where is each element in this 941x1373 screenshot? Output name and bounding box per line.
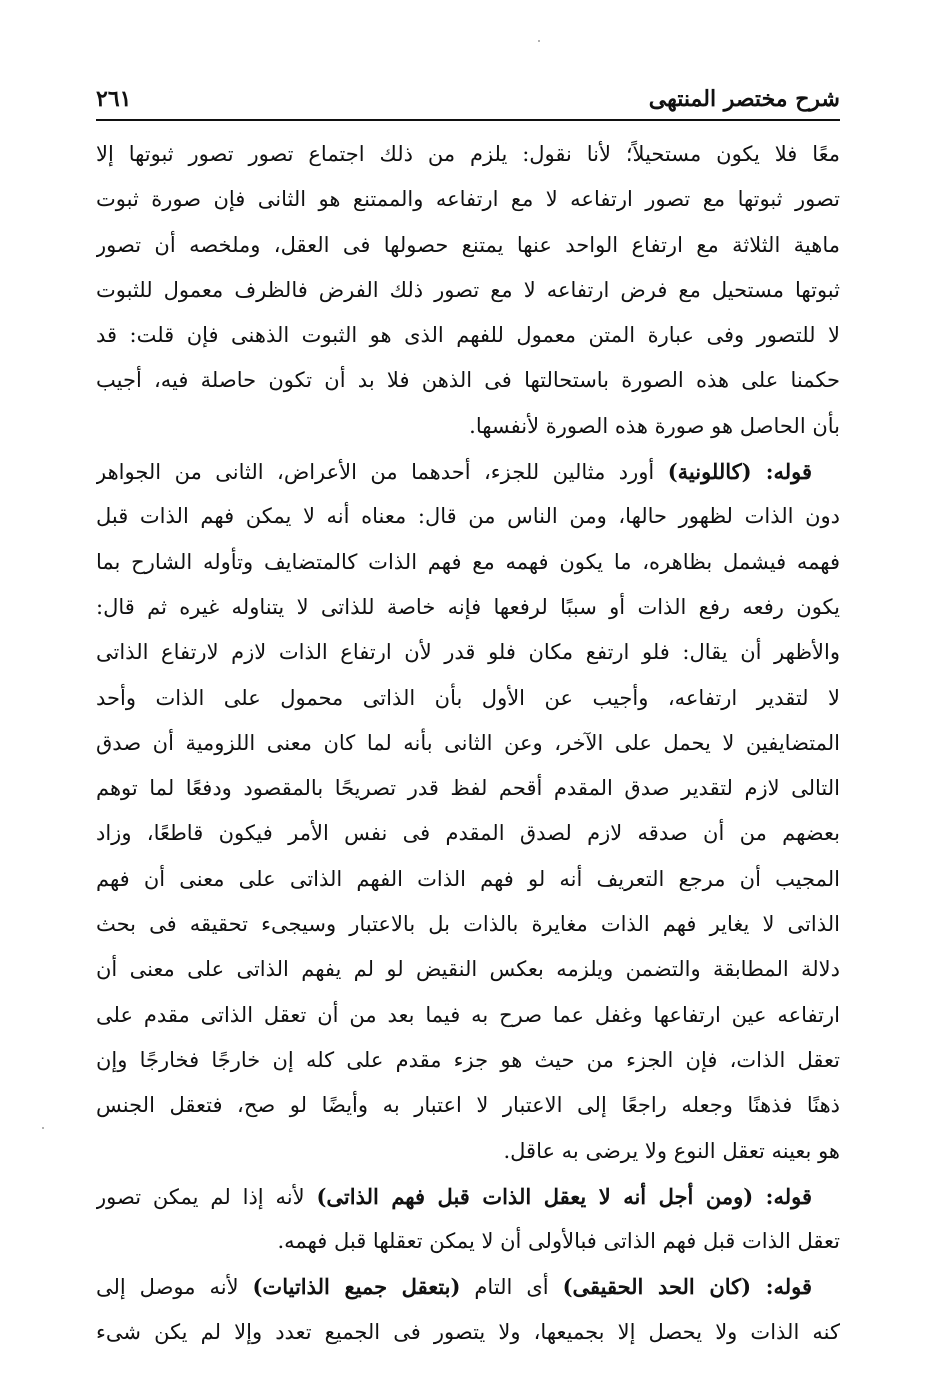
text-line bbox=[96, 902, 840, 947]
line-text: الذاتى لا يغاير فهم الذات مغايرة بالذات بل بالاعتبار وسيجىء تحقيقه فى بحث bbox=[96, 912, 840, 937]
text-line bbox=[96, 1129, 840, 1174]
line-text: تصور ثبوتها مع تصور ارتفاعه لا مع ارتفاعه والممتنع هو الثانى فإن صورة ثبوت bbox=[96, 187, 840, 212]
text-line bbox=[96, 1174, 840, 1219]
text-line bbox=[96, 857, 840, 902]
line-text: فهمه فيشمل بظاهره، ما يكون فهمه مع فهم الذات كالمتضايف وتأوله الشارح بما bbox=[96, 549, 840, 574]
line-text: يكون رفعه رفع الذات أو سببًا لرفعها فإنه خاصة للذاتى لا يتناوله غيره ثم قال: bbox=[96, 594, 840, 619]
text-line bbox=[96, 132, 840, 177]
page-header bbox=[96, 84, 840, 118]
page-number: ٢٦١ bbox=[96, 86, 132, 112]
text-line bbox=[96, 993, 840, 1038]
line-text: بأن الحاصل هو صورة هذه الصورة لأنفسها. bbox=[469, 413, 840, 438]
text-line bbox=[96, 540, 840, 585]
line-text: تعقل الذات، فإن الجزء من حيث هو جزء مقدم على كله إن خارجًا فخارجًا وإن bbox=[96, 1047, 840, 1072]
text-line bbox=[96, 494, 840, 539]
line-text: المتضايفين لا يحمل على الآخر، وعن الثانى بأنه لما كان معنى اللزومية أن صدق bbox=[96, 730, 840, 755]
line-text: هو بعينه تعقل النوع ولا يرضى به عاقل. bbox=[503, 1138, 840, 1163]
line-text: المجيب أن مرجع التعريف أنه لو فهم الذات الفهم الذاتى على معنى أن فهم bbox=[96, 866, 840, 891]
commentary-text bbox=[96, 132, 840, 1355]
header-rule bbox=[96, 119, 840, 121]
text-line bbox=[96, 585, 840, 630]
line-text: لا لتقدير ارتفاعه، وأجيب عن الأول بأن الذاتى محمول على الذات وأحد bbox=[96, 685, 840, 710]
text-line bbox=[96, 766, 840, 811]
text-line bbox=[96, 676, 840, 721]
text-line bbox=[96, 223, 840, 268]
scan-speck bbox=[42, 1127, 44, 1129]
commentary-heading: قوله: (كان الحد الحقيقى) bbox=[562, 1274, 812, 1300]
line-text: كنه الذات ولا يحصل إلا بجميعها، ولا يتصور فى الجميع تعدد وإلا لم يكن شىء bbox=[96, 1319, 840, 1344]
line-text: أورد مثالين للجزء، أحدهما من الأعراض، الثانى من الجواهر bbox=[96, 460, 668, 485]
line-text: ارتفاعه عين ارتفاعها وغفل عما صرح به فيما بعد من أن تعقل الذاتى مقدم على bbox=[96, 1002, 840, 1027]
line-text: أى التام bbox=[460, 1275, 563, 1300]
line-text: التالى لازم لتقدير صدق المقدم أقحم لفظ قدر تصريحًا بالمقصود ودفعًا لما توهم bbox=[96, 776, 840, 801]
running-title: شرح مختصر المنتهى bbox=[648, 86, 840, 112]
line-text: تعقل الذات قبل فهم الذاتى فبالأولى أن لا يمكن تعقلها قبل فهمه. bbox=[277, 1229, 840, 1254]
line-text: حكمنا على هذه الصورة باستحالتها فى الذهن فلا بد أن تكون حاصلة فيه، أجيب bbox=[96, 368, 840, 393]
line-text: لا للتصور وفى عبارة المتن معمول للفهم الذى هو الثبوت الذهنى فإن قلت: قد bbox=[96, 323, 840, 348]
text-line bbox=[96, 1310, 840, 1355]
text-line bbox=[96, 947, 840, 992]
commentary-heading: قوله: (ومن أجل أنه لا يعقل الذات قبل فهم الذاتى) bbox=[316, 1183, 812, 1209]
text-line bbox=[96, 1264, 840, 1309]
text-line bbox=[96, 630, 840, 675]
text-line bbox=[96, 1083, 840, 1128]
line-text: ثبوتها مستحيل مع فرض ارتفاعه لا مع تصور ذلك الفرض فالظرف معمول للثبوت bbox=[96, 277, 840, 302]
line-text: والأظهر أن يقال: فلو ارتفع مكان فلو قدر لأن ارتفاع الذات لازم لارتفاع الذاتى bbox=[96, 640, 840, 665]
line-text: ذهنًا فذهنًا وجعله راجعًا إلى الاعتبار لا اعتبار به وأيضًا لو صح، فتعقل الجنس bbox=[96, 1093, 840, 1118]
line-text: دلالة المطابقة والتضمن ويلزمه بعكس النقيض لو لم يفهم الذاتى على معنى أن bbox=[96, 957, 840, 982]
line-text: لأنه إذا لم يمكن تصور bbox=[96, 1184, 317, 1209]
text-line bbox=[96, 404, 840, 449]
text-line bbox=[96, 177, 840, 222]
line-text: ماهية الثلاثة مع ارتفاع الواحد عنها يمتنع حصولها فى العقل، وملخصه أن تصور bbox=[96, 232, 840, 257]
line-text: معًا فلا يكون مستحيلاً؛ لأنا نقول: يلزم من ذلك اجتماع تصور تصور ثبوتها إلا bbox=[96, 142, 840, 166]
text-line bbox=[96, 358, 840, 403]
text-line bbox=[96, 268, 840, 313]
quoted-phrase: (بتعقل جميع الذاتيات) bbox=[252, 1274, 461, 1300]
text-line bbox=[96, 721, 840, 766]
text-line bbox=[96, 811, 840, 856]
line-text: دون الذات لظهور حالها، ومن الناس من قال: معناه أنه لا يمكن فهم الذات قبل bbox=[96, 504, 840, 529]
commentary-heading: قوله: (كاللونية) bbox=[667, 459, 812, 485]
scan-speck bbox=[538, 40, 540, 42]
line-text-continued: لأنه موصل إلى bbox=[96, 1275, 253, 1300]
text-line bbox=[96, 1219, 840, 1264]
text-line bbox=[96, 1038, 840, 1083]
text-line bbox=[96, 449, 840, 494]
line-text: بعضهم من أن صدقه لازم لصدق المقدم فى نفس الأمر فيكون قاطعًا، وزاد bbox=[96, 821, 840, 846]
text-line bbox=[96, 313, 840, 358]
